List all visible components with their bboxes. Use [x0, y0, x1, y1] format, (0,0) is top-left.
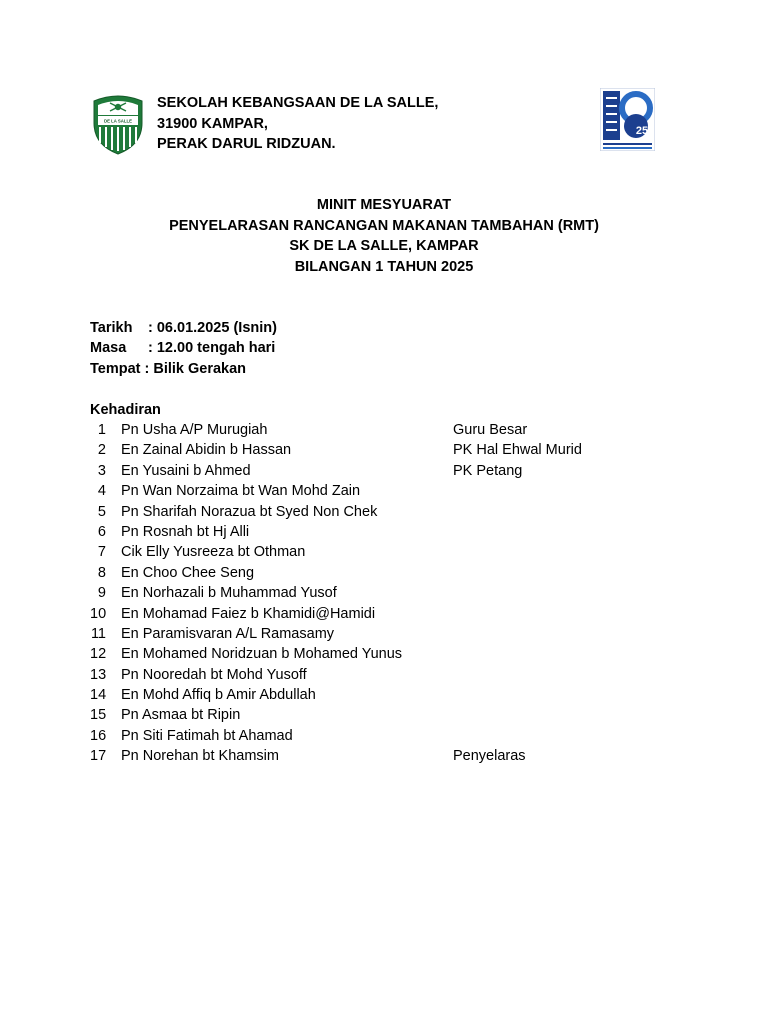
attendance-row: [90, 583, 653, 603]
anniversary-number: 25: [635, 125, 649, 137]
attendance-number: 6: [97, 523, 106, 540]
attendance-row: [90, 563, 653, 583]
attendance-role: [453, 502, 653, 522]
school-state: PERAK DARUL RIDZUAN.: [157, 136, 336, 152]
attendance-name: En Paramisvaran A/L Ramasamy: [121, 625, 335, 642]
attendance-row: [90, 665, 653, 685]
attendance-role: [453, 644, 653, 664]
attendance-number-cell: [90, 542, 121, 562]
attendance-number-cell: [90, 726, 121, 746]
anniversary-logo: [600, 88, 655, 151]
attendance-number: 3: [97, 462, 106, 479]
attendance-role: PK Hal Ehwal Murid: [453, 442, 582, 459]
attendance-row: [90, 481, 653, 501]
attendance-number: 2: [97, 442, 106, 459]
attendance-name: En Zainal Abidin b Hassan: [121, 442, 292, 459]
title-line-3: SK DE LA SALLE, KAMPAR: [289, 238, 479, 254]
attendance-role: [453, 685, 653, 705]
attendance-number-cell: [90, 746, 121, 766]
attendance-number-cell: [90, 461, 121, 481]
attendance-role: [453, 726, 653, 746]
attendance-number-cell: [90, 665, 121, 685]
attendance-number: 10: [90, 605, 107, 622]
attendance-number-cell: [90, 440, 121, 460]
attendance-name: Pn Norehan bt Khamsim: [121, 748, 279, 765]
attendance-row: [90, 624, 653, 644]
attendance-name: Pn Usha A/P Murugiah: [121, 422, 268, 438]
title-line-4: BILANGAN 1 TAHUN 2025: [294, 258, 474, 275]
attendance-name: Pn Siti Fatimah bt Ahamad: [121, 727, 293, 744]
meeting-place-row: [90, 359, 277, 379]
attendance-number: 12: [90, 646, 107, 663]
attendance-role: [453, 583, 653, 603]
attendance-name: En Choo Chee Seng: [121, 564, 255, 581]
attendance-role: [453, 542, 653, 562]
attendance-number-cell: [90, 522, 121, 542]
attendance-number-cell: [90, 502, 121, 522]
attendance-number: 4: [97, 483, 106, 500]
attendance-role: [453, 563, 653, 583]
attendance-row: [90, 522, 653, 542]
document-title: [0, 195, 768, 277]
title-line-2: PENYELARASAN RANCANGAN MAKANAN TAMBAHAN (RMT): [169, 217, 599, 234]
attendance-number-cell: [90, 583, 121, 603]
attendance-number: 7: [97, 544, 106, 561]
attendance-number: 11: [90, 625, 106, 642]
attendance-number-cell: [90, 685, 121, 705]
attendance-role: [453, 624, 653, 644]
attendance-number: 16: [90, 727, 107, 744]
attendance-name: Pn Rosnah bt Hj Alli: [121, 523, 250, 540]
attendance-name: En Mohamed Noridzuan b Mohamed Yunus: [121, 646, 403, 663]
attendance-role: [453, 705, 653, 725]
school-name: SEKOLAH KEBANGSAAN DE LA SALLE,: [157, 95, 439, 111]
attendance-row: [90, 726, 653, 746]
school-postcode-town: 31900 KAMPAR,: [157, 115, 268, 132]
attendance-name: En Norhazali b Muhammad Yusof: [121, 585, 337, 602]
attendance-number: 5: [97, 503, 106, 520]
attendance-role: Guru Besar: [453, 422, 528, 438]
attendance-row: [90, 705, 653, 725]
place-label: Tempat: [90, 360, 141, 377]
school-crest-logo: [90, 93, 146, 155]
attendance-name: En Yusaini b Ahmed: [121, 462, 251, 479]
attendance-row: [90, 644, 653, 664]
attendance-role: [453, 481, 653, 501]
attendance-number-cell: [90, 624, 121, 644]
date-label: Tarikh: [90, 320, 133, 336]
attendance-row: [90, 461, 653, 481]
attendance-name: Pn Sharifah Norazua bt Syed Non Chek: [121, 503, 378, 520]
attendance-name: En Mohamad Faiez b Khamidi@Hamidi: [121, 605, 376, 622]
meeting-date-row: [90, 318, 277, 338]
time-label: Masa: [90, 340, 127, 357]
meeting-time-row: [90, 338, 277, 358]
attendance-number-cell: [90, 644, 121, 664]
attendance-number: 9: [97, 585, 106, 602]
attendance-role: Penyelaras: [453, 748, 526, 765]
attendance-number-cell: [90, 481, 121, 501]
meeting-details: [90, 318, 277, 379]
attendance-row: [90, 420, 653, 440]
attendance-number: 8: [97, 564, 106, 581]
date-value: : 06.01.2025 (Isnin): [148, 320, 277, 336]
attendance-row: [90, 746, 653, 766]
attendance-number: 14: [90, 687, 107, 704]
attendance-name: Pn Nooredah bt Mohd Yusoff: [121, 666, 307, 683]
attendance-name: Pn Asmaa bt Ripin: [121, 707, 241, 724]
attendance-name: Cik Elly Yusreeza bt Othman: [121, 544, 306, 561]
time-value: : 12.00 tengah hari: [148, 340, 276, 357]
attendance-number: 1: [97, 422, 106, 438]
attendance-number-cell: [90, 420, 121, 440]
attendance-name: Pn Wan Norzaima bt Wan Mohd Zain: [121, 483, 361, 500]
attendance-role: [453, 522, 653, 542]
attendance-row: [90, 685, 653, 705]
attendance-number: 17: [90, 748, 107, 765]
crest-text: DE LA SALLE: [103, 118, 133, 124]
place-value: : Bilik Gerakan: [144, 360, 247, 377]
attendance-role: PK Petang: [453, 462, 523, 479]
attendance-row: [90, 604, 653, 624]
title-line-1: MINIT MESYUARAT: [316, 197, 452, 213]
attendance-row: [90, 440, 653, 460]
school-address: [157, 93, 438, 155]
attendance-role: [453, 604, 653, 624]
attendance-number-cell: [90, 563, 121, 583]
attendance-number-cell: [90, 604, 121, 624]
attendance-list: [90, 420, 653, 767]
attendance-role: [453, 665, 653, 685]
attendance-number-cell: [90, 705, 121, 725]
attendance-heading: Kehadiran: [90, 402, 161, 418]
attendance-number: 15: [90, 707, 107, 724]
attendance-name: En Mohd Affiq b Amir Abdullah: [121, 687, 316, 704]
attendance-row: [90, 542, 653, 562]
attendance-number: 13: [90, 666, 107, 683]
attendance-row: [90, 502, 653, 522]
